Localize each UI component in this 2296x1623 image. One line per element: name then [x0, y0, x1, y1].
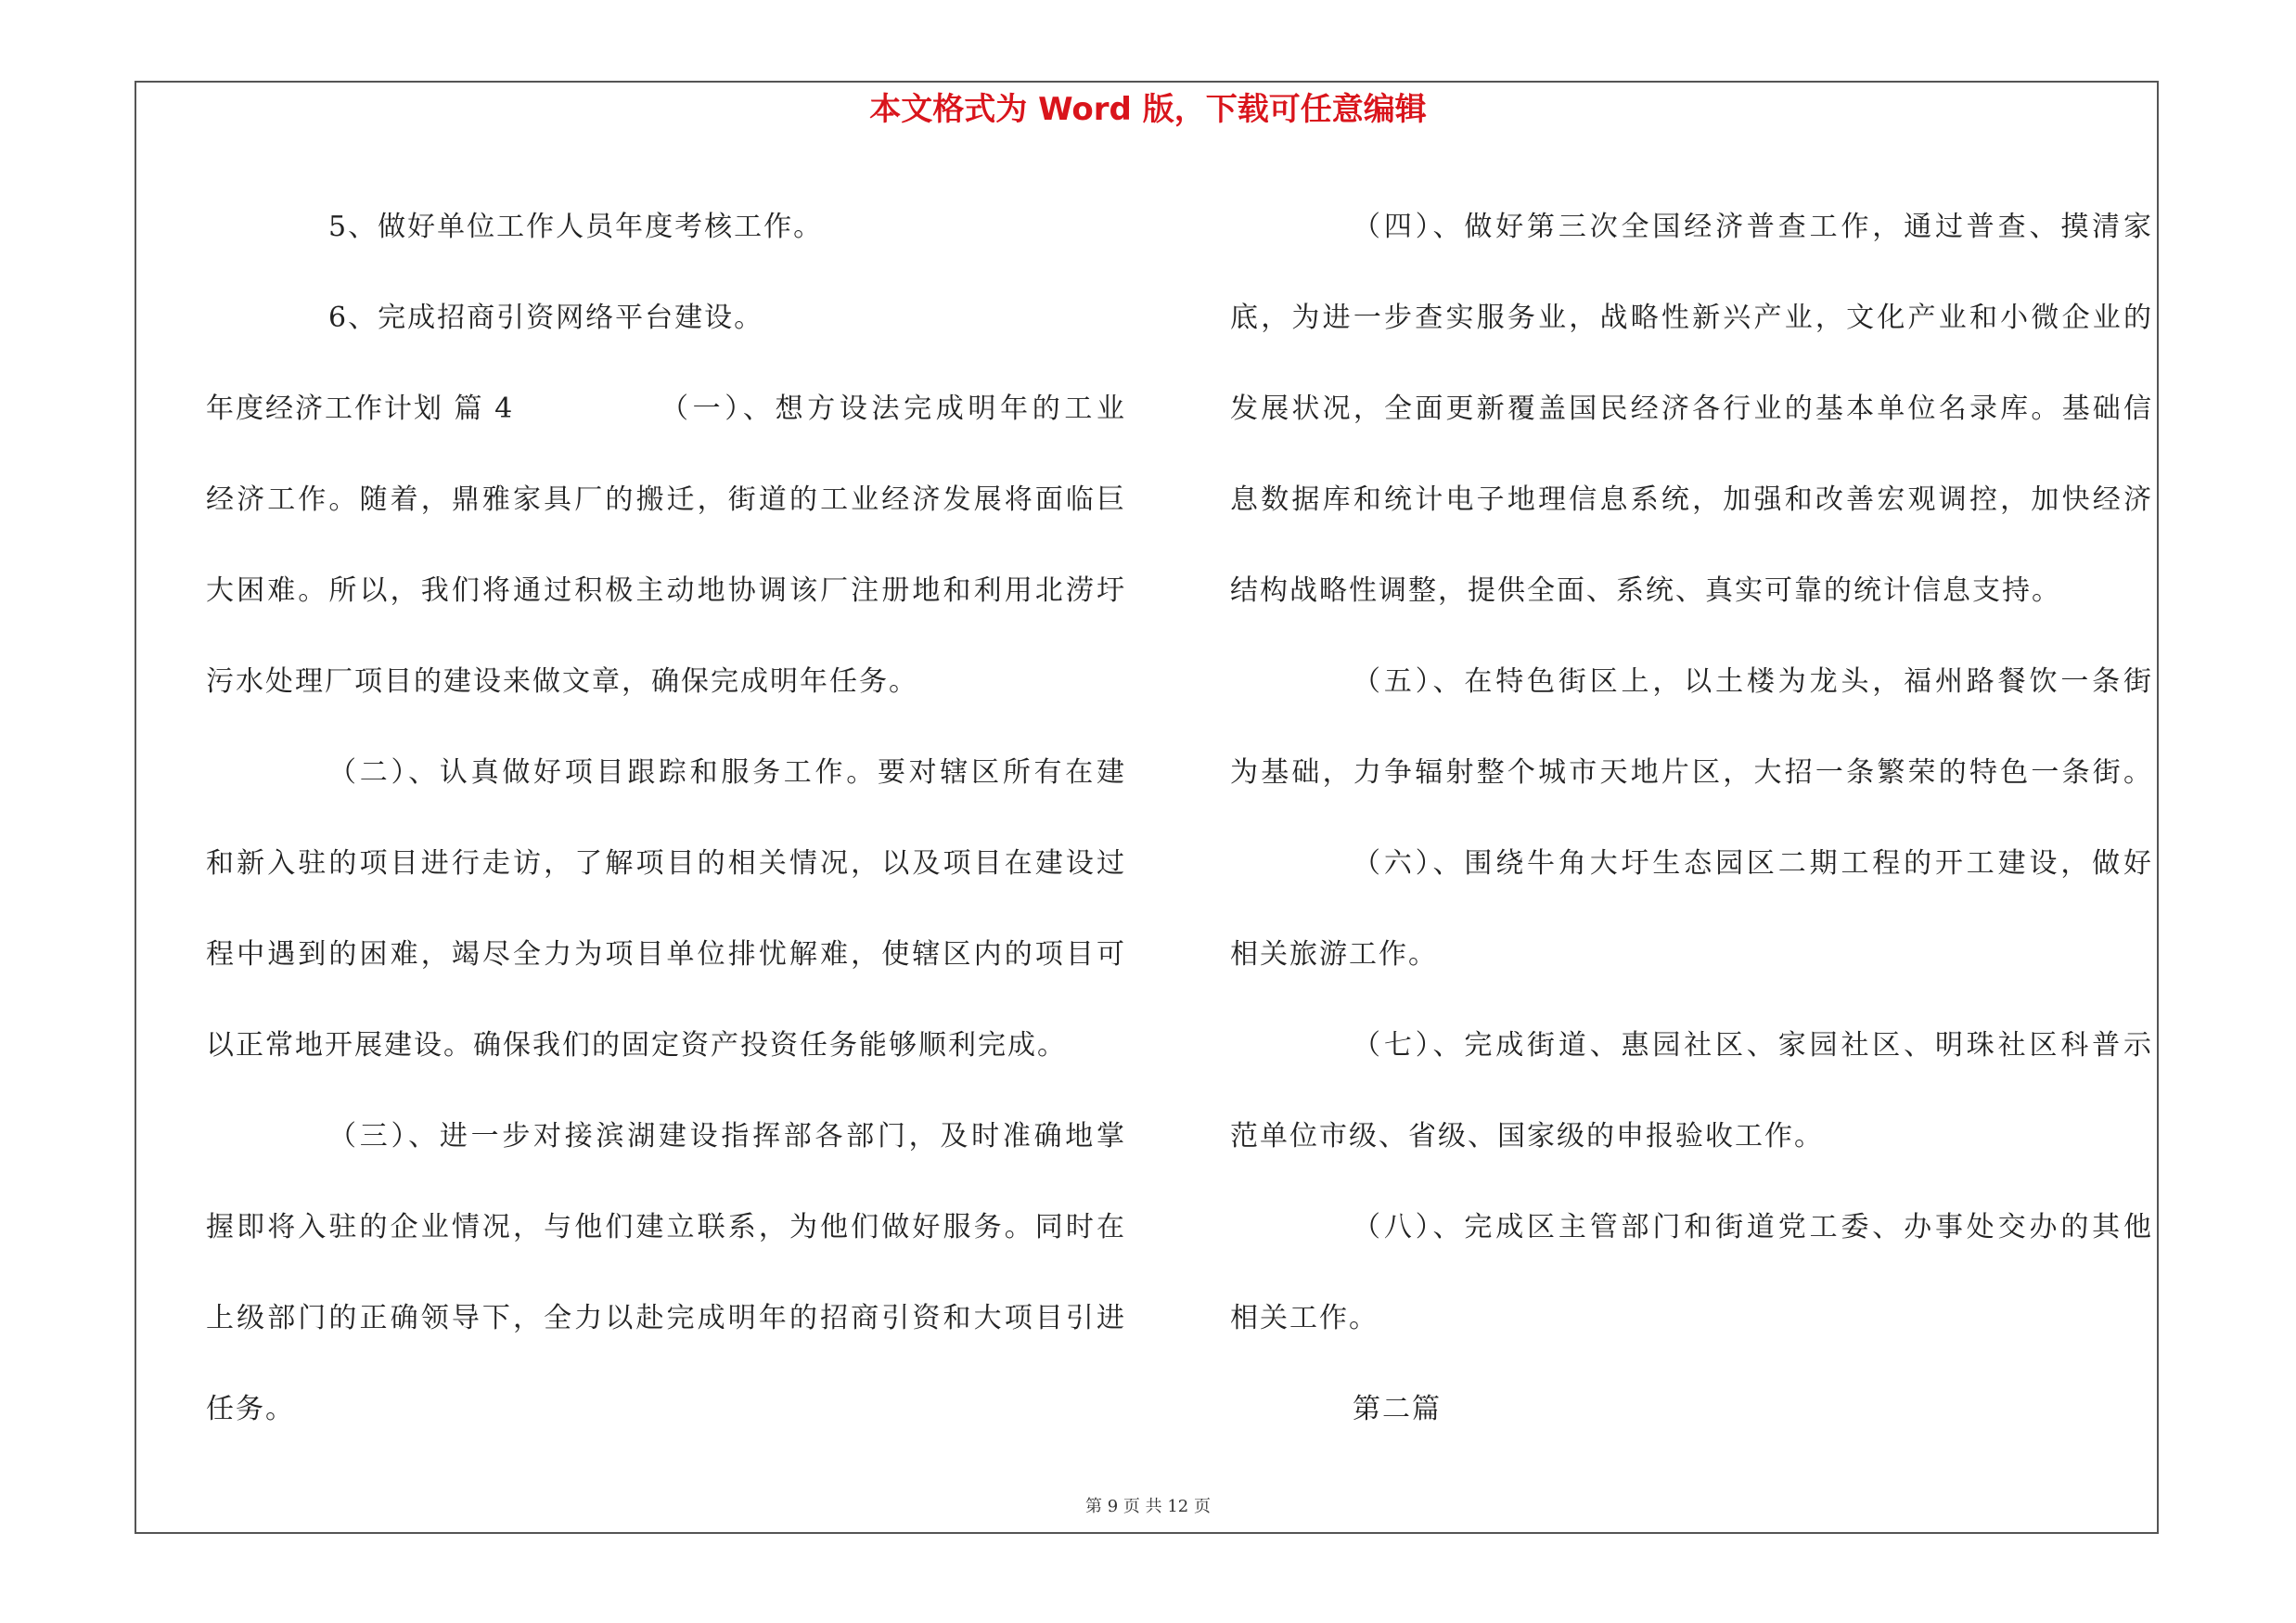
left-column: [206, 182, 1126, 1455]
section-title: 年度经济工作计划 篇 4: [206, 393, 515, 425]
paragraph-4-line-2: 底，为进一步查实服务业，战略性新兴产业，文化产业和小微企业的: [1230, 302, 2153, 334]
paragraph-1-line-3: 大困难。所以，我们将通过积极主动地协调该厂注册地和利用北涝圩: [206, 574, 1126, 607]
paragraph-1-line-1: （一）、想方设法完成明年的工业: [661, 393, 1126, 425]
next-section-label: 第二篇: [1353, 1393, 1442, 1425]
paragraph-3-line-1: （三）、进一步对接滨湖建设指挥部各部门，及时准确地掌: [328, 1120, 1126, 1153]
paragraph-4-line-1: （四）、做好第三次全国经济普查工作，通过普查、摸清家: [1353, 211, 2153, 243]
paragraph-3-line-4: 任务。: [206, 1393, 295, 1425]
paragraph-3-line-2: 握即将入驻的企业情况，与他们建立联系，为他们做好服务。同时在: [206, 1211, 1126, 1243]
paragraph-4-line-5: 结构战略性调整，提供全面、系统、真实可靠的统计信息支持。: [1230, 574, 2061, 607]
paragraph-2-line-2: 和新入驻的项目进行走访，了解项目的相关情况，以及项目在建设过: [206, 847, 1126, 880]
paragraph-6-line-1: （六）、围绕牛角大圩生态园区二期工程的开工建设，做好: [1353, 847, 2153, 880]
paragraph-4-line-3: 发展状况，全面更新覆盖国民经济各行业的基本单位名录库。基础信: [1230, 393, 2153, 425]
paragraph-7-line-1: （七）、完成街道、惠园社区、家园社区、明珠社区科普示: [1353, 1029, 2153, 1062]
right-column: [1230, 182, 2153, 1455]
paragraph-1-line-4: 污水处理厂项目的建设来做文章，确保完成明年任务。: [206, 665, 918, 698]
page-number-footer: 第 9 页 共 12 页: [1085, 1497, 1211, 1516]
paragraph-8-line-2: 相关工作。: [1230, 1302, 1379, 1334]
paragraph-7-line-2: 范单位市级、省级、国家级的申报验收工作。: [1230, 1120, 1824, 1153]
paragraph-5-line-1: （五）、在特色街区上，以土楼为龙头，福州路餐饮一条街: [1353, 665, 2153, 698]
format-notice-banner: 本文格式为 Word 版，下载可任意编辑: [869, 91, 1427, 128]
paragraph-4-line-4: 息数据库和统计电子地理信息系统，加强和改善宏观调控，加快经济: [1230, 483, 2153, 516]
paragraph-2-line-4: 以正常地开展建设。确保我们的固定资产投资任务能够顺利完成。: [206, 1029, 1067, 1062]
paragraph-6-line-2: 相关旅游工作。: [1230, 938, 1438, 971]
item-5: 5、做好单位工作人员年度考核工作。: [328, 211, 824, 243]
paragraph-2-line-1: （二）、认真做好项目跟踪和服务工作。要对辖区所有在建: [328, 756, 1126, 789]
paragraph-5-line-2: 为基础，力争辐射整个城市天地片区，大招一条繁荣的特色一条街。: [1230, 756, 2153, 789]
paragraph-1-line-2: 经济工作。随着，鼎雅家具厂的搬迁，街道的工业经济发展将面临巨: [206, 483, 1126, 516]
paragraph-3-line-3: 上级部门的正确领导下，全力以赴完成明年的招商引资和大项目引进: [206, 1302, 1126, 1334]
paragraph-8-line-1: （八）、完成区主管部门和街道党工委、办事处交办的其他: [1353, 1211, 2153, 1243]
section-heading-row: [206, 364, 1126, 455]
paragraph-2-line-3: 程中遇到的困难，竭尽全力为项目单位排忧解难，使辖区内的项目可: [206, 938, 1126, 971]
item-6: 6、完成招商引资网络平台建设。: [328, 302, 764, 334]
